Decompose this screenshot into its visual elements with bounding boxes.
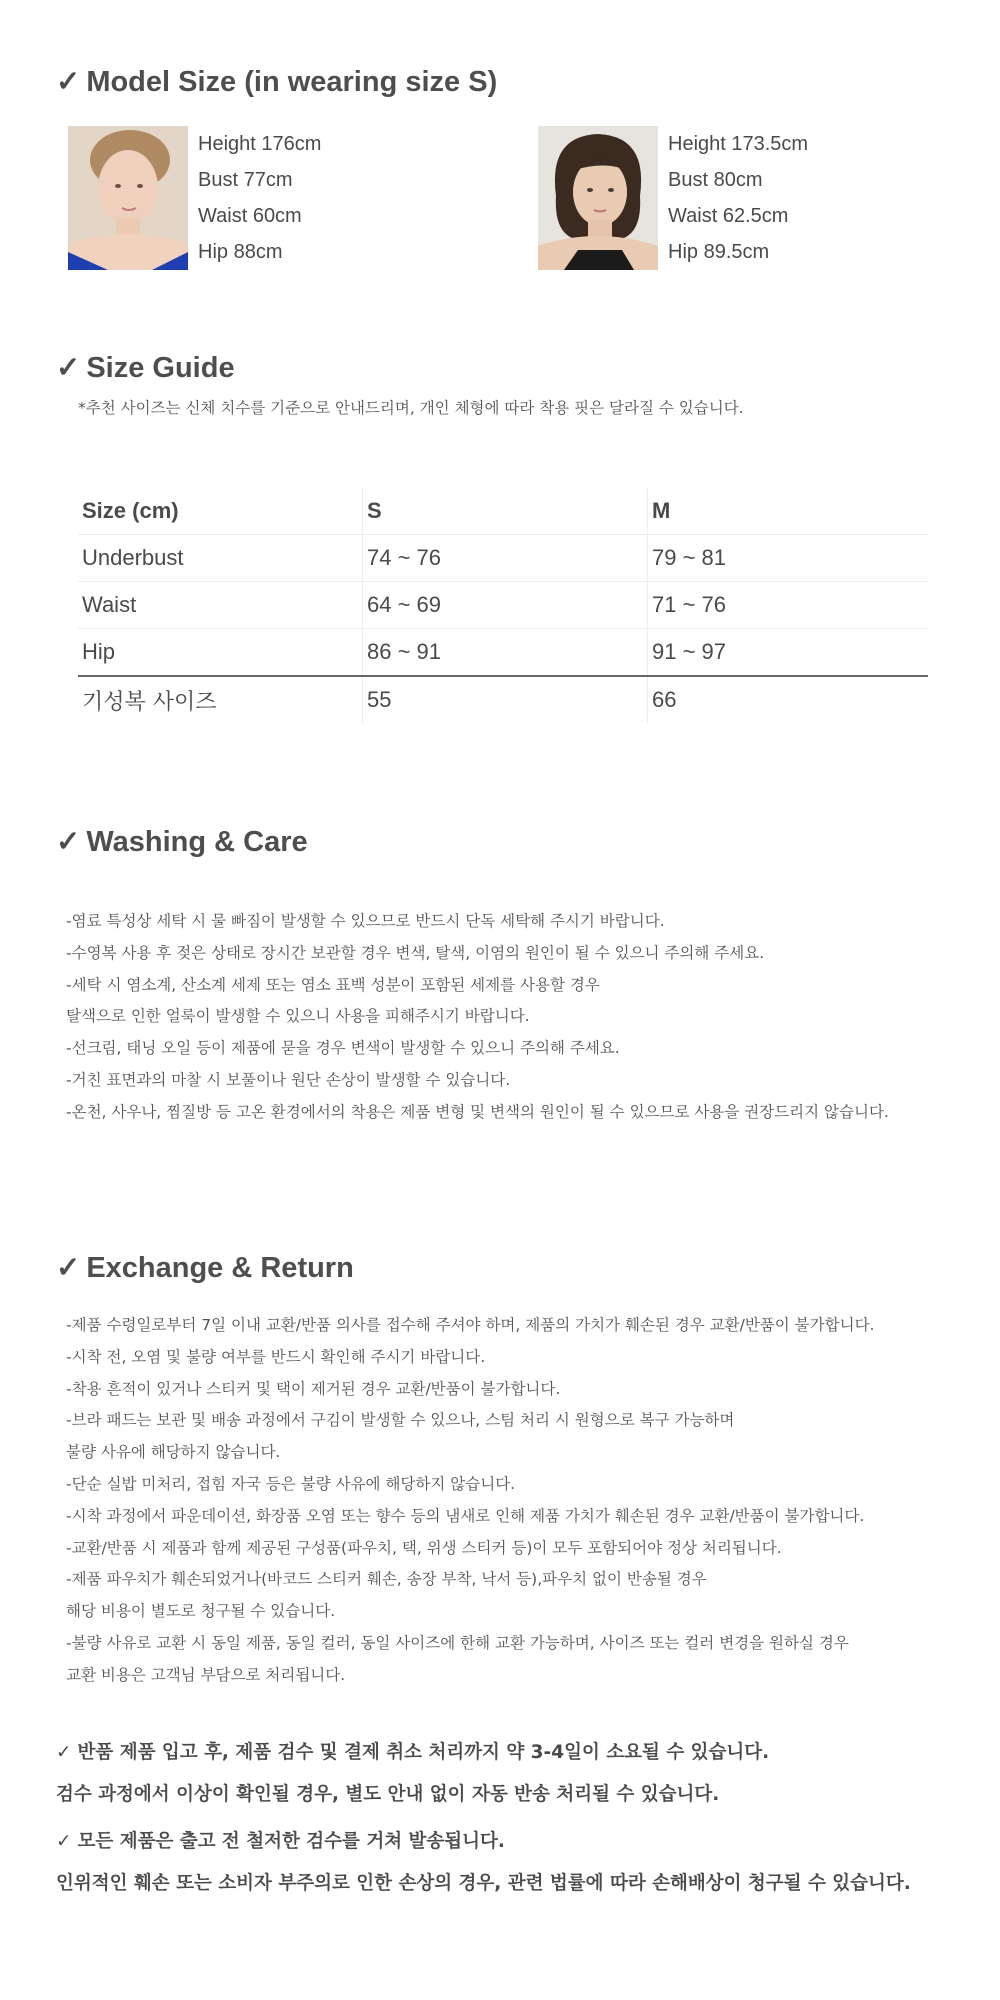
checkmark-icon: ✓: [56, 1742, 72, 1763]
checkmark-icon: ✓: [56, 1831, 72, 1852]
text-line: -시착 전, 오염 및 불량 여부를 반드시 확인해 주시기 바랍니다.: [66, 1347, 486, 1366]
size-guide-note: *추천 사이즈는 신체 치수를 기준으로 안내드리며, 개인 체형에 따라 착용 핏은 달라질 수 있습니다.: [78, 399, 744, 417]
table-cell: 66: [648, 676, 929, 723]
text-line: -제품 파우치가 훼손되었거나(바코드 스티커 훼손, 송장 부착, 낙서 등),파우치 없이 반송될 경우: [66, 1570, 707, 1589]
table-cell: 55: [363, 676, 648, 723]
checkmark-icon: ✓: [56, 826, 81, 858]
table-header-cell: M: [648, 488, 929, 535]
table-cell: 91 ~ 97: [648, 629, 929, 677]
return-processing-notice: ✓ 반품 제품 입고 후, 제품 검수 및 결제 취소 처리까지 약 3-4일이 소요될 수 있습니다. 검수 과정에서 이상이 확인될 경우, 별도 안내 없이 자동 반송 처리될 수 있습니다.: [56, 1742, 770, 1805]
text-line: -세탁 시 염소계, 산소계 세제 또는 염소 표백 성분이 포함된 세제를 사용할 경우: [66, 975, 600, 994]
text-line: -염료 특성상 세탁 시 물 빠짐이 발생할 수 있으므로 반드시 단독 세탁해 주시기 바랍니다.: [66, 912, 665, 930]
model-height: Height 173.5cm: [668, 133, 809, 155]
text-line: -교환/반품 시 제품과 함께 제공된 구성품(파우치, 택, 위생 스티커 등)이 모두 포함되어야 정상 처리됩니다.: [66, 1538, 782, 1557]
text-line: -시착 과정에서 파운데이션, 화장품 오염 또는 향수 등의 냄새로 인해 제품 가치가 훼손된 경우 교환/반품이 불가합니다.: [66, 1506, 865, 1525]
table-cell: 79 ~ 81: [648, 535, 929, 582]
washing-care-text: [66, 906, 889, 1129]
model-2-measurements: [668, 126, 808, 270]
model-bust: Bust 77cm: [198, 169, 293, 191]
text-line: 해당 비용이 별도로 청구될 수 있습니다.: [66, 1602, 336, 1621]
model-photo-1: [68, 126, 188, 270]
checkmark-icon: ✓: [56, 352, 81, 384]
model-hip: Hip 89.5cm: [668, 241, 770, 263]
text-line: 불량 사유에 해당하지 않습니다.: [66, 1443, 281, 1462]
model-waist: Waist 62.5cm: [668, 205, 789, 227]
text-line: 탈색으로 인한 얼룩이 발생할 수 있으니 사용을 피해주시기 바랍니다.: [66, 1007, 530, 1026]
table-cell: 74 ~ 76: [363, 535, 648, 582]
exchange-return-heading: ✓ Exchange & Return: [56, 1252, 354, 1284]
table-header-row: [78, 488, 928, 535]
table-cell: 86 ~ 91: [363, 629, 648, 677]
model-hip: Hip 88cm: [198, 241, 283, 263]
table-row: [78, 535, 928, 582]
size-guide-heading: ✓ Size Guide: [56, 352, 235, 384]
table-row: [78, 582, 928, 629]
model-size-heading: ✓ Model Size (in wearing size S): [56, 66, 498, 98]
table-header-cell: Size (cm): [78, 488, 363, 535]
model-height: Height 176cm: [198, 133, 322, 155]
inspection-notice: ✓ 모든 제품은 출고 전 철저한 검수를 거쳐 발송됩니다. 인위적인 훼손 또는 소비자 부주의로 인한 손상의 경우, 관련 법률에 따라 손해배상이 청구될 수 있습니다.: [56, 1831, 911, 1894]
table-cell: 71 ~ 76: [648, 582, 929, 629]
model-photo-2: [538, 126, 658, 270]
table-row: [78, 629, 928, 677]
text-line: -브라 패드는 보관 및 배송 과정에서 구김이 발생할 수 있으나, 스팀 처리 시 원형으로 복구 가능하며: [66, 1411, 735, 1430]
text-line: -불량 사유로 교환 시 동일 제품, 동일 컬러, 동일 사이즈에 한해 교환 가능하며, 사이즈 또는 컬러 변경을 원하실 경우: [66, 1633, 849, 1652]
table-header-cell: S: [363, 488, 648, 535]
table-cell: Underbust: [78, 535, 363, 582]
text-line: -단순 실밥 미처리, 접힘 자국 등은 불량 사유에 해당하지 않습니다.: [66, 1474, 516, 1493]
table-cell: 기성복 사이즈: [82, 689, 217, 715]
model-waist: Waist 60cm: [198, 205, 302, 227]
model-bust: Bust 80cm: [668, 169, 763, 191]
model-1-measurements: [198, 126, 321, 270]
text-line: -거친 표면과의 마찰 시 보풀이나 원단 손상이 발생할 수 있습니다.: [66, 1070, 511, 1089]
text-line: -수영복 사용 후 젖은 상태로 장시간 보관할 경우 변색, 탈색, 이염의 원인이 될 수 있으니 주의해 주세요.: [66, 943, 765, 962]
exchange-return-text: [66, 1310, 874, 1692]
table-cell: Waist: [78, 582, 363, 629]
washing-care-heading: ✓ Washing & Care: [56, 826, 308, 858]
text-line: -선크림, 태닝 오일 등이 제품에 묻을 경우 변색이 발생할 수 있으니 주의해 주세요.: [66, 1039, 620, 1058]
text-line: -제품 수령일로부터 7일 이내 교환/반품 의사를 접수해 주셔야 하며, 제품의 가치가 훼손된 경우 교환/반품이 불가합니다.: [66, 1316, 875, 1334]
text-line: -온천, 사우나, 찜질방 등 고온 환경에서의 착용은 제품 변형 및 변색의 원인이 될 수 있으므로 사용을 권장드리지 않습니다.: [66, 1102, 889, 1121]
checkmark-icon: ✓: [56, 1252, 81, 1284]
table-cell: 64 ~ 69: [363, 582, 648, 629]
text-line: -착용 흔적이 있거나 스티커 및 택이 제거된 경우 교환/반품이 불가합니다.: [66, 1379, 561, 1398]
table-cell: Hip: [78, 629, 363, 677]
checkmark-icon: ✓: [56, 66, 81, 98]
size-table: [78, 488, 928, 723]
text-line: 교환 비용은 고객님 부담으로 처리됩니다.: [66, 1665, 346, 1684]
table-row: [78, 676, 928, 723]
